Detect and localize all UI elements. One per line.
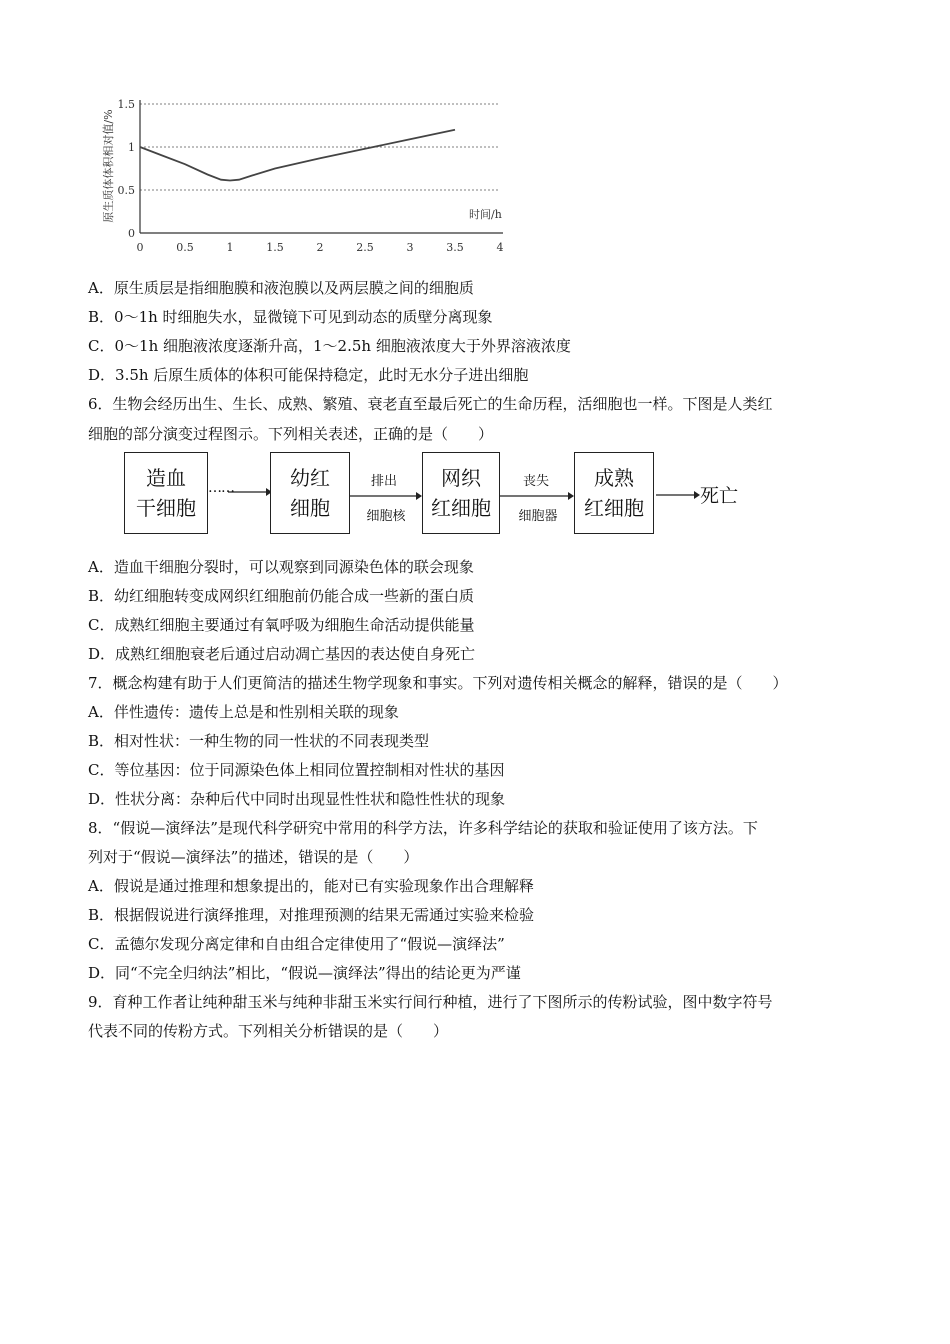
y-tick-label: 0 bbox=[128, 227, 135, 240]
y-tick-labels bbox=[118, 98, 136, 240]
box-mature-red-cell bbox=[574, 452, 654, 534]
arrow-4 bbox=[656, 489, 700, 501]
x-tick-label: 3.5 bbox=[446, 241, 464, 254]
q7-stem: 7．概念构建有助于人们更简洁的描述生物学现象和事实。下列对遗传相关概念的解释，错误的是（ ） bbox=[88, 674, 788, 692]
box3-line1: 网织 bbox=[441, 466, 481, 490]
box-hematopoietic-stem-cell bbox=[124, 452, 208, 534]
q7-option-c: C．等位基因：位于同源染色体上相同位置控制相对性状的基因 bbox=[88, 761, 505, 779]
x-tick-label: 0.5 bbox=[176, 241, 194, 254]
box4-line2: 红细胞 bbox=[584, 496, 644, 520]
x-tick-label: 1 bbox=[226, 241, 234, 254]
q8-option-b: B．根据假说进行演绎推理，对推理预测的结果无需通过实验来检验 bbox=[88, 906, 535, 924]
x-axis-label: 时间/h bbox=[469, 208, 502, 221]
arrow-3 bbox=[500, 490, 574, 502]
q7-option-b: B．相对性状：一种生物的同一性状的不同表现类型 bbox=[88, 732, 430, 750]
x-tick-labels bbox=[137, 241, 504, 254]
q5-option-a: A．原生质层是指细胞膜和液泡膜以及两层膜之间的细胞质 bbox=[88, 279, 474, 297]
q9-stem-line2: 代表不同的传粉方式。下列相关分析错误的是（ ） bbox=[88, 1022, 449, 1040]
y-tick-label: 1.5 bbox=[117, 98, 135, 111]
x-tick-label: 4 bbox=[496, 241, 504, 254]
y-tick-label: 0.5 bbox=[117, 184, 135, 197]
box2-line1: 幼红 bbox=[290, 466, 330, 490]
protoplast-volume-chart bbox=[95, 88, 515, 258]
q5-option-c: C．0～1h 细胞液浓度逐渐升高，1～2.5h 细胞液浓度大于外界溶液浓度 bbox=[88, 337, 571, 355]
q5-option-d: D．3.5h 后原生质体的体积可能保持稳定，此时无水分子进出细胞 bbox=[88, 366, 529, 384]
box3-line2: 红细胞 bbox=[431, 496, 491, 520]
q6-option-c: C．成熟红细胞主要通过有氧呼吸为细胞生命活动提供能量 bbox=[88, 616, 475, 634]
death-label: 死亡 bbox=[700, 485, 739, 507]
arrow3-top-label: 丧失 bbox=[522, 474, 549, 489]
arrow3-bottom-label: 细胞器 bbox=[518, 509, 558, 524]
arrow2-top-label: 排出 bbox=[370, 474, 397, 489]
box1-line1: 造血 bbox=[146, 466, 186, 490]
box-erythroblast bbox=[270, 452, 350, 534]
q5-option-b: B．0～1h 时细胞失水，显微镜下可见到动态的质壁分离现象 bbox=[88, 308, 493, 326]
q8-stem-line2: 列对于“假说—演绎法”的描述，错误的是（ ） bbox=[88, 848, 419, 866]
x-tick-label: 2.5 bbox=[356, 241, 374, 254]
q8-stem-line1: 8．“假说—演绎法”是现代科学研究中常用的科学方法，许多科学结论的获取和验证使用了该方法。下 bbox=[88, 819, 758, 837]
ellipsis: …… bbox=[208, 480, 234, 496]
series-line bbox=[140, 130, 455, 181]
x-tick-label: 1.5 bbox=[266, 241, 284, 254]
box1-line2: 干细胞 bbox=[136, 496, 196, 520]
box2-line2: 细胞 bbox=[290, 496, 330, 520]
arrow-2 bbox=[350, 490, 422, 502]
box-reticulocyte bbox=[422, 452, 500, 534]
y-axis-label: 原生质体体积相对值/% bbox=[102, 109, 115, 223]
q6-option-b: B．幼红细胞转变成网织红细胞前仍能合成一些新的蛋白质 bbox=[88, 587, 475, 605]
q6-stem-line1: 6．生物会经历出生、生长、成熟、繁殖、衰老直至最后死亡的生命历程，活细胞也一样。下图是人类红 bbox=[88, 395, 773, 413]
q8-option-c: C．孟德尔发现分离定律和自由组合定律使用了“假说—演绎法” bbox=[88, 935, 505, 953]
arrow2-bottom-label: 细胞核 bbox=[366, 509, 406, 524]
q6-option-a: A．造血干细胞分裂时，可以观察到同源染色体的联会现象 bbox=[88, 558, 474, 576]
x-tick-label: 2 bbox=[316, 241, 324, 254]
q9-stem-line1: 9．育种工作者让纯种甜玉米与纯种非甜玉米实行间行种植，进行了下图所示的传粉试验，图中数字符号 bbox=[88, 993, 773, 1011]
chart-grid bbox=[140, 104, 500, 190]
q8-option-a: A．假说是通过推理和想象提出的，能对已有实验现象作出合理解释 bbox=[88, 877, 534, 895]
x-tick-label: 3 bbox=[406, 241, 414, 254]
arrow-1 bbox=[228, 486, 272, 498]
x-tick-label: 0 bbox=[136, 241, 144, 254]
red-cell-flow-diagram bbox=[120, 452, 760, 534]
q7-option-a: A．伴性遗传：遗传上总是和性别相关联的现象 bbox=[88, 703, 399, 721]
box4-line1: 成熟 bbox=[594, 466, 634, 490]
q8-option-d: D．同“不完全归纳法”相比，“假说—演绎法”得出的结论更为严谨 bbox=[88, 964, 521, 982]
q7-option-d: D．性状分离：杂种后代中同时出现显性性状和隐性性状的现象 bbox=[88, 790, 506, 808]
q6-option-d: D．成熟红细胞衰老后通过启动凋亡基因的表达使自身死亡 bbox=[88, 645, 476, 663]
y-tick-label: 1 bbox=[128, 141, 135, 154]
q6-stem-line2: 细胞的部分演变过程图示。下列相关表述，正确的是（ ） bbox=[88, 425, 494, 443]
